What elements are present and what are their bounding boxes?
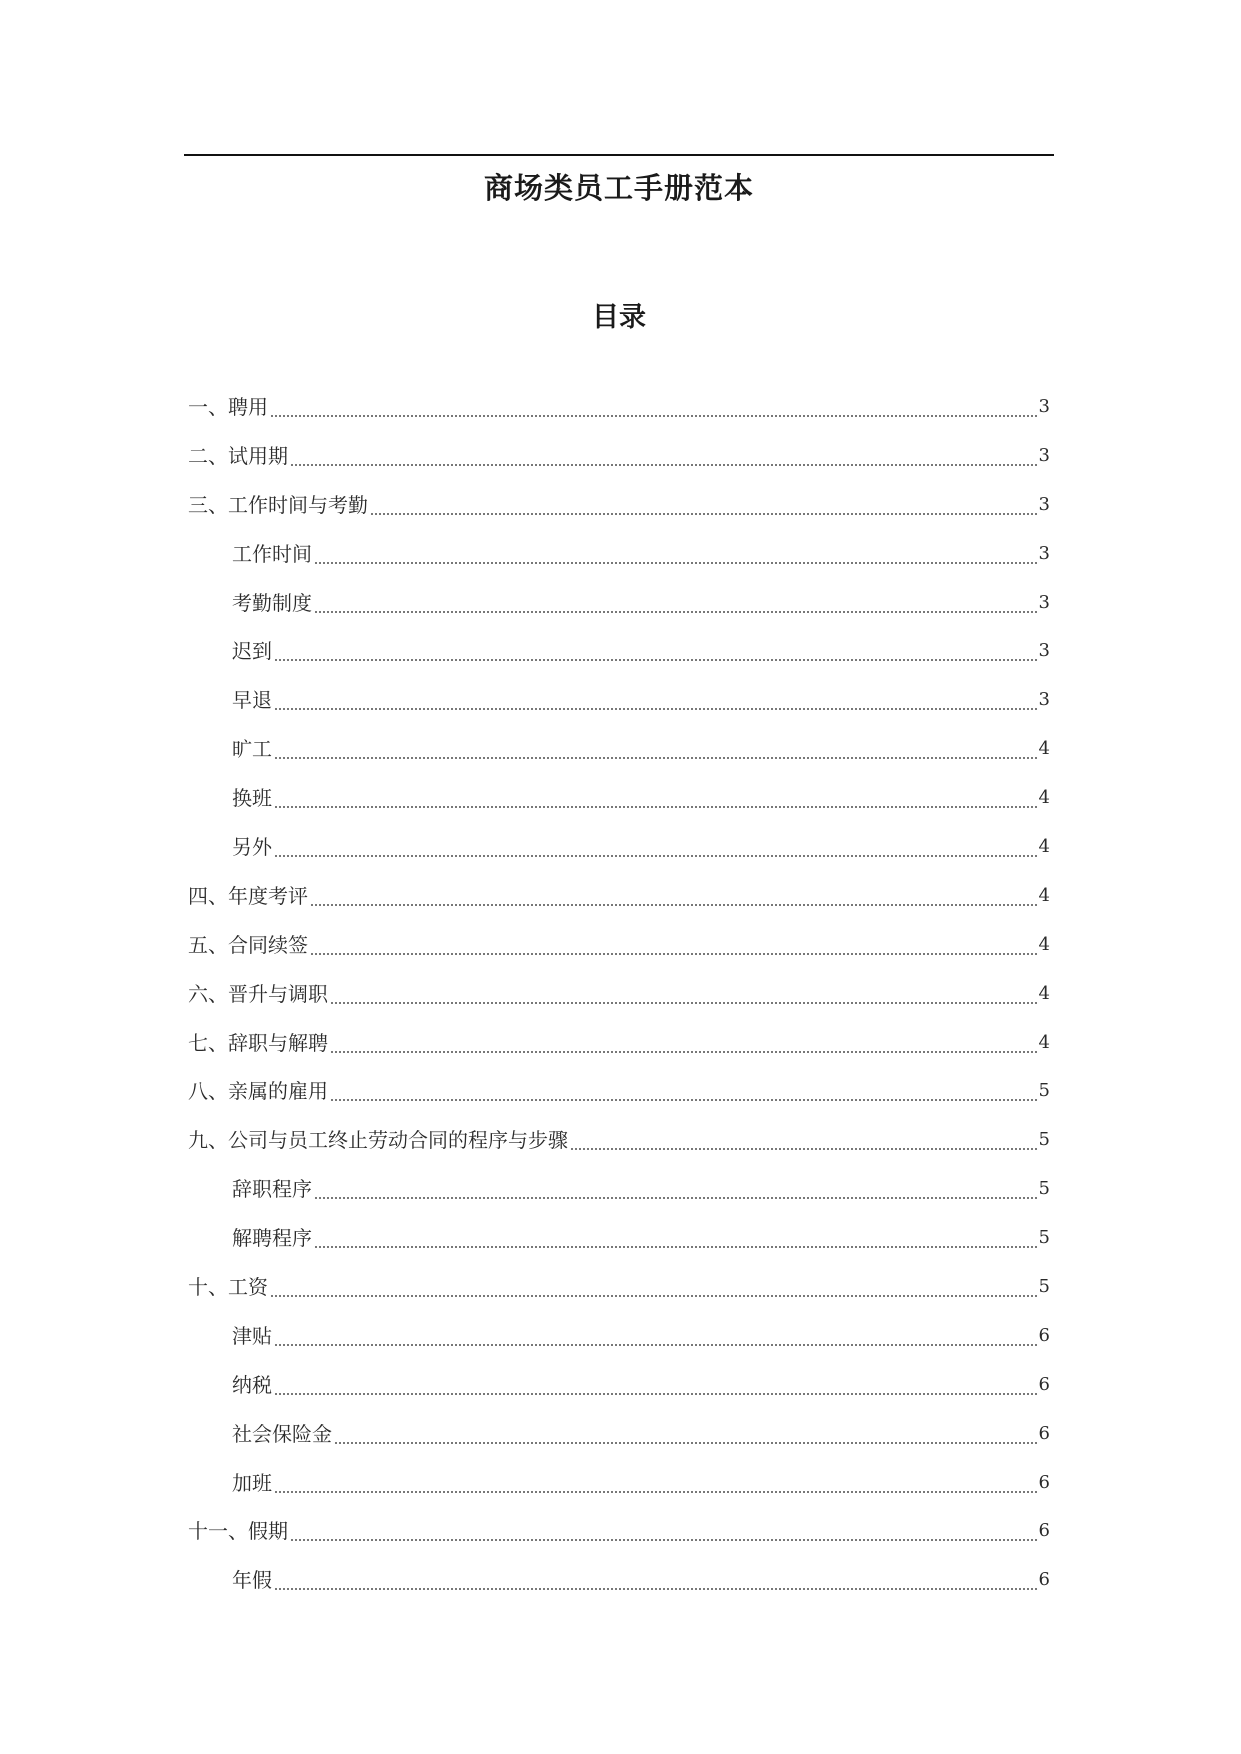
toc-entry-page-number: 3 xyxy=(1038,640,1050,662)
toc-entry[interactable] xyxy=(188,1514,1050,1563)
toc-entry-label: 迟到 xyxy=(232,639,272,664)
document-title: 商场类员工手册范本 xyxy=(483,171,754,205)
toc-entry-label: 解聘程序 xyxy=(232,1226,312,1251)
toc-dot-leader xyxy=(274,732,1037,766)
toc-dot-leader xyxy=(334,1417,1037,1451)
toc-entry[interactable] xyxy=(188,1026,1050,1075)
toc-entry[interactable] xyxy=(188,1417,1050,1466)
toc-entry-page-number: 4 xyxy=(1038,1031,1050,1053)
toc-entry-label: 早退 xyxy=(232,688,272,713)
toc-entry[interactable] xyxy=(188,1221,1050,1270)
toc-entry-label: 加班 xyxy=(232,1470,272,1495)
toc-entry-label: 七、辞职与解聘 xyxy=(188,1030,328,1055)
toc-entry[interactable] xyxy=(188,390,1050,439)
toc-dot-leader xyxy=(314,586,1037,620)
toc-entry-label: 九、公司与员工终止劳动合同的程序与步骤 xyxy=(188,1128,568,1153)
toc-dot-leader xyxy=(314,537,1037,571)
toc-dot-leader xyxy=(274,634,1037,668)
toc-entry-label: 六、晋升与调职 xyxy=(188,981,328,1006)
toc-entry-page-number: 4 xyxy=(1038,982,1050,1004)
toc-entry[interactable] xyxy=(188,586,1050,635)
toc-entry-page-number: 5 xyxy=(1038,1178,1050,1200)
toc-entry-page-number: 6 xyxy=(1038,1373,1050,1395)
toc-dot-leader xyxy=(570,1123,1037,1157)
toc-entry-page-number: 3 xyxy=(1038,396,1050,417)
toc-entry-label: 纳税 xyxy=(232,1372,272,1397)
toc-dot-leader xyxy=(330,1026,1037,1060)
toc-entry[interactable] xyxy=(188,1172,1050,1221)
toc-entry-page-number: 3 xyxy=(1038,591,1050,613)
toc-entry-label: 津贴 xyxy=(232,1323,272,1348)
toc-dot-leader xyxy=(274,830,1037,864)
toc-dot-leader xyxy=(270,390,1037,424)
toc-entry[interactable] xyxy=(188,1466,1050,1515)
toc-entry[interactable] xyxy=(188,634,1050,683)
toc-entry-page-number: 5 xyxy=(1038,1227,1050,1249)
toc-entry-page-number: 3 xyxy=(1038,542,1050,564)
toc-dot-leader xyxy=(274,1466,1037,1500)
toc-entry-label: 辞职程序 xyxy=(232,1177,312,1202)
toc-entry-page-number: 4 xyxy=(1038,738,1050,760)
toc-entry-label: 四、年度考评 xyxy=(188,883,308,908)
toc-entry-page-number: 3 xyxy=(1038,444,1050,466)
toc-entry-label: 三、工作时间与考勤 xyxy=(188,492,368,517)
toc-entry-page-number: 6 xyxy=(1038,1422,1050,1444)
toc-entry[interactable] xyxy=(188,1074,1050,1123)
toc-dot-leader xyxy=(314,1221,1037,1255)
toc-entry-label: 八、亲属的雇用 xyxy=(188,1079,328,1104)
header-rule xyxy=(184,154,1054,156)
toc-entry[interactable] xyxy=(188,830,1050,879)
toc-entry-page-number: 6 xyxy=(1038,1324,1050,1346)
toc-dot-leader xyxy=(330,977,1037,1011)
toc-entry[interactable] xyxy=(188,1319,1050,1368)
toc-entry[interactable] xyxy=(188,683,1050,732)
toc-entry[interactable] xyxy=(188,781,1050,830)
toc-entry[interactable] xyxy=(188,1123,1050,1172)
toc-dot-leader xyxy=(314,1172,1037,1206)
toc-entry-label: 工作时间 xyxy=(232,541,312,566)
toc-dot-leader xyxy=(274,781,1037,815)
toc-entry[interactable] xyxy=(188,732,1050,781)
toc-dot-leader xyxy=(290,1514,1037,1548)
toc-entry-page-number: 3 xyxy=(1038,689,1050,711)
toc-entry-label: 二、试用期 xyxy=(188,443,288,468)
toc-entry-label: 十一、假期 xyxy=(188,1519,288,1544)
toc-entry[interactable] xyxy=(188,879,1050,928)
toc-entry-page-number: 6 xyxy=(1038,1520,1050,1542)
toc-dot-leader xyxy=(274,683,1037,717)
toc-entry[interactable] xyxy=(188,1270,1050,1319)
toc-entry-label: 五、合同续签 xyxy=(188,932,308,957)
toc-entry-page-number: 5 xyxy=(1038,1080,1050,1102)
toc-entry-page-number: 4 xyxy=(1038,884,1050,906)
toc-entry[interactable] xyxy=(188,439,1050,488)
toc-entry[interactable] xyxy=(188,928,1050,977)
toc-entry-page-number: 5 xyxy=(1038,1276,1050,1298)
toc-entry-label: 另外 xyxy=(232,835,272,860)
toc-heading: 目录 xyxy=(592,302,646,333)
toc-entry-page-number: 4 xyxy=(1038,787,1050,809)
toc-dot-leader xyxy=(310,928,1037,962)
toc-entry-label: 考勤制度 xyxy=(232,590,312,615)
toc-dot-leader xyxy=(274,1319,1037,1353)
toc-entry-label: 年假 xyxy=(232,1568,272,1593)
toc-entry-page-number: 3 xyxy=(1038,493,1050,515)
toc-entry[interactable] xyxy=(188,977,1050,1026)
toc-entry-label: 社会保险金 xyxy=(232,1421,332,1446)
toc-entry[interactable] xyxy=(188,537,1050,586)
toc-entry[interactable] xyxy=(188,1368,1050,1417)
toc-entry-label: 旷工 xyxy=(232,737,272,762)
toc-entry[interactable] xyxy=(188,488,1050,537)
toc-dot-leader xyxy=(274,1368,1037,1402)
toc-entry-page-number: 4 xyxy=(1038,933,1050,955)
toc-dot-leader xyxy=(370,488,1037,522)
toc-dot-leader xyxy=(274,1563,1037,1597)
toc-entry[interactable] xyxy=(188,1563,1050,1612)
table-of-contents xyxy=(188,390,1050,1612)
toc-entry-page-number: 6 xyxy=(1038,1471,1050,1493)
toc-entry-label: 十、工资 xyxy=(188,1275,268,1300)
toc-entry-label: 换班 xyxy=(232,786,272,811)
toc-dot-leader xyxy=(330,1074,1037,1108)
toc-entry-page-number: 5 xyxy=(1038,1129,1050,1151)
toc-entry-label: 一、聘用 xyxy=(188,395,268,419)
toc-dot-leader xyxy=(270,1270,1037,1304)
toc-entry-page-number: 6 xyxy=(1038,1569,1050,1591)
toc-dot-leader xyxy=(310,879,1037,913)
toc-entry-page-number: 4 xyxy=(1038,836,1050,858)
toc-dot-leader xyxy=(290,439,1037,473)
